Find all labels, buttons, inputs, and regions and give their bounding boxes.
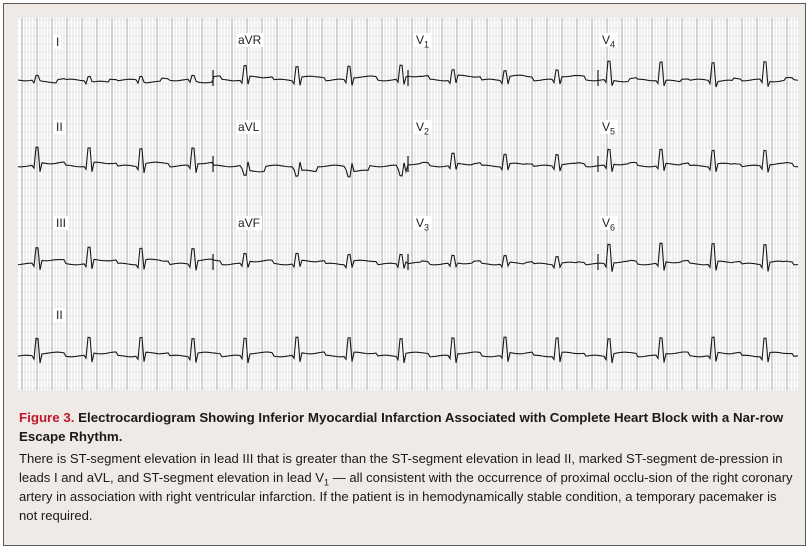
lead-label-v2: $V_2$ bbox=[416, 120, 430, 137]
lead-label-avr: aVR bbox=[238, 33, 262, 47]
figure-label: Figure 3. bbox=[19, 410, 75, 425]
lead-label-avl: aVL bbox=[238, 120, 260, 134]
lead-label-v5: $V_5$ bbox=[602, 120, 616, 137]
lead-label-v3: $V_3$ bbox=[416, 216, 430, 233]
caption-title bbox=[19, 408, 797, 446]
caption-body bbox=[19, 449, 797, 525]
lead-label-ii: II bbox=[56, 120, 63, 134]
caption-subscript: 1 bbox=[324, 477, 330, 488]
ecg-tracing bbox=[18, 18, 798, 390]
lead-label-v1: $V_1$ bbox=[416, 33, 430, 50]
lead-label-i: I bbox=[56, 35, 60, 49]
figure-caption bbox=[19, 408, 797, 525]
figure-frame bbox=[3, 3, 806, 546]
lead-label-v4: $V_4$ bbox=[602, 33, 616, 50]
caption-text-part-1: There is ST-segment elevation in lead III that is greater than the ST-segment elevation in lead II, marked ST-segment de-pression in leads I and aVL, and ST-segment elevation in lead V bbox=[19, 451, 783, 485]
lead-label-rhythm-ii: II bbox=[56, 308, 63, 322]
ecg-image bbox=[18, 18, 798, 390]
caption-text-part-2: — all consistent with the occurrence of proximal occlu-sion of the right coronary artery in association with right ventricular infarction. If the patient is in hemodynamically stable condition, a temporary pacemaker is not required. bbox=[19, 470, 793, 523]
lead-label-avf: aVF bbox=[238, 216, 261, 230]
lead-label-iii: III bbox=[56, 216, 67, 230]
lead-label-v6: $V_6$ bbox=[602, 216, 616, 233]
figure-title: Electrocardiogram Showing Inferior Myocardial Infarction Associated with Complete Heart Block with a Nar-row Escape Rhythm. bbox=[19, 410, 784, 444]
ecg-trace-row-4 bbox=[18, 337, 798, 363]
